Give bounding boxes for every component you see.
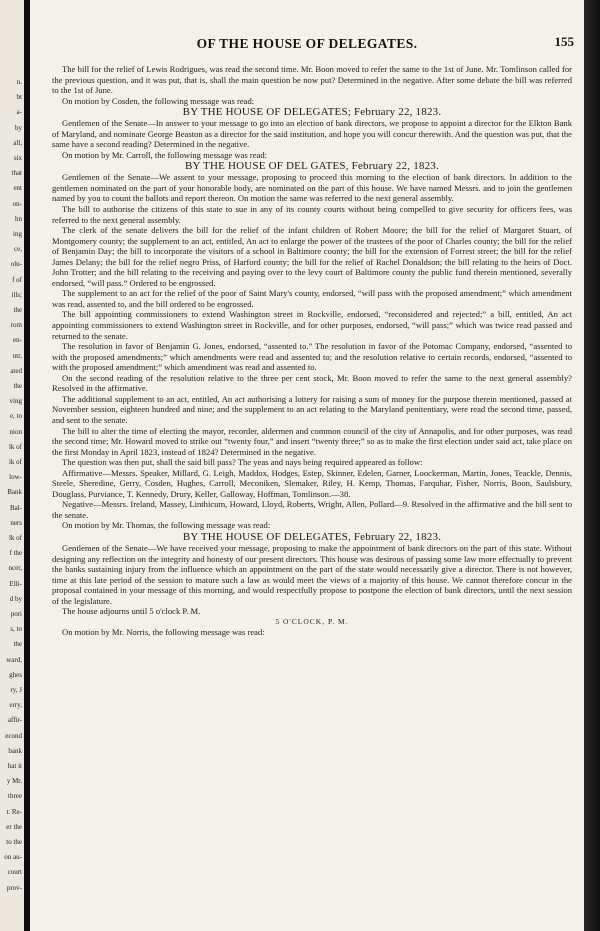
paragraph: The question was then put, shall the said bill pass? The yeas and nays being required appeared as follow: [62, 457, 423, 468]
paragraph: The bill appointing commissioners to extend Washington street in Rockville, endorsed, “reconsidered and rejected;” a bill, entitled, An act appointing commissioners to extend Washington street in Rockville, and for other purposes, endorsed, “will pass;” which was twice read passed and returned to the senate. [52, 309, 572, 341]
adjacent-text-fragment: bank [8, 746, 22, 755]
paragraph: Negative—Messrs. Ireland, Massey, Linthicum, Howard, Lloyd, Roberts, Wright, Allen, Pollard—9. Resolved in the affirmative and the bill sent to the senate. [52, 499, 572, 520]
adjacent-text-fragment: Bank [7, 488, 22, 497]
adjacent-text-fragment: ners [10, 518, 22, 527]
adjacent-text-fragment: nion [9, 427, 22, 436]
adjacent-text-fragment: pori [10, 610, 22, 618]
paragraph: On motion by Mr. Carroll, the following message was read: [62, 149, 268, 160]
adjacent-text-fragment: ills; [11, 290, 22, 299]
adjacent-text-fragment: on au- [4, 853, 22, 862]
adjacent-text-fragment: six [13, 154, 22, 162]
adjacent-text-fragment: f the [9, 549, 22, 558]
adjacent-text-fragment: by [15, 123, 22, 132]
adjacent-text-fragment: hn [15, 214, 22, 223]
adjacent-text-fragment: ce, [14, 245, 22, 254]
adjacent-text-fragment: e, to [9, 412, 22, 421]
adjacent-text-fragment: ry, J [10, 686, 22, 694]
adjacent-text-fragment: ghes [9, 670, 22, 679]
adjacent-text-fragment: ward, [6, 655, 22, 664]
paragraph: The bill for the relief of Lewis Rodrigues, was read the second time. Mr. Boon moved to refer the same to the 1st of June. Mr. Tomlinson called for the previous question, and it was put, that is, shall the main question be now put? Determined in the negative. After some debate the bill was referred to the 1st of June. [52, 64, 572, 96]
adjacent-text-fragment: ntr, [12, 351, 22, 360]
scan-edge [584, 0, 600, 931]
paragraph: Gentlemen of the Senate—We assent to your message, proposing to proceed this morning to the election of bank directors. In addition to the gentlemen nominated on the part of your honorable body, are nominated on the part of this house. We have named Messrs. and to join the gentlemen named by you to count the ballots and report thereon. On motion the same was referred to the next general assembly. [52, 172, 572, 204]
adjacent-text-fragment: n. [16, 78, 22, 86]
adjacent-text-fragment: econd [5, 731, 22, 740]
paragraph: The bill to alter the time of electing the mayor, recorder, aldermen and common council of the city of Annapolis, and for other purposes, was read the second time; Mr. Howard moved to strike out “twenty four,” and insert “twenty three;” so as to make the first election under said act, take place on the first Monday in April 1823, instead of 1824? Determined in the negative. [52, 425, 572, 457]
adjacent-text-fragment: y Mr. [6, 777, 22, 786]
message-heading: BY THE HOUSE OF DEL GATES, February 22, 1823. [185, 160, 439, 173]
adjacent-text-fragment: bt [16, 93, 22, 102]
adjacent-text-fragment: f of [12, 275, 22, 284]
adjacent-text-fragment: Elli- [9, 579, 22, 588]
adjacent-text-fragment: a- [16, 108, 22, 117]
adjacent-text-fragment: olu- [10, 260, 22, 269]
adjacent-text-fragment: erry, [9, 701, 22, 710]
adjacent-text-fragment: on- [12, 199, 22, 208]
adjacent-text-fragment: ated [10, 366, 22, 375]
paragraph: On motion by Cosden, the following message was read: [62, 95, 255, 106]
adjacent-text-fragment: prov- [6, 883, 22, 892]
paragraph: Gentlemen of the Senate—In answer to your message to go into an election of bank directors, we propose to appoint a director for the Elkton Bank of Maryland, and nominate George Beaston as a director for the said institution, and hope you will concur therewith. And the question was put, that the same have a second reading? Determined in the negative. [52, 118, 572, 150]
adjacent-text-fragment: Bal- [9, 503, 22, 512]
message-heading: BY THE HOUSE OF DELEGATES; February 22, 1823. [182, 106, 442, 119]
paragraph: The resolution in favor of Benjamin G. Jones, endorsed, “assented to.” The resolution in favor of the Potomac Company, endorsed, “assented to with the proposed amendments;” which amendments were read and assented to; and the resolution relative to certain records, endorsed, “assented to with the proposed amendment;” which amendment was read and assented to. [52, 341, 572, 373]
page-title: OF THE HOUSE OF DELEGATES. [196, 36, 418, 51]
paragraph: Affirmative—Messrs. Speaker, Millard, G. Leigh, Maddox, Hodges, Estep, Skinner, Edelen, Garner, Loockerman, Martin, Jones, Teackle, Dennis, Steele, Sheredine, Gerry, Cosden, Hughes, Carroll, Meconiken, Slemaker, Riley, H. Kemp, Thomas, Farquhar, Fisher, Norris, Boon, Saulsbury, Douglass, Purviance, T. Kennedy, Drury, Keller, Galloway, Hoffman, Tomlinson.—38. [52, 467, 572, 499]
document-page [30, 0, 584, 931]
paragraph: The additional supplement to an act, entitled, An act authorising a lottery for raising a sum of money for the purpose therein mentioned, passed at November session, eighteen hundred and nine; and the supplement to an act relating to the Maryland penitentiary, were read the second time, passed, and sent to the senate. [52, 393, 572, 425]
adjacent-text-fragment: ving [9, 397, 22, 406]
paragraph: Gentlemen of the Senate—We have received your message, proposing to make the appointment of bank directors on the part of this state. Without designing any reflection on the integrity and honesty of our present directors. This house was desirous of passing some law more effectually to prevent the banks sustaining injury from the influence which an appointment on the part of the state would necessarily give a director. There is not however, time at this late period of the session to mature such a law as would meet the views of a majority of this house. We cannot therefore concur in the proposal contained in your message of this morning, and would respectfully propose to postpone the election of bank directors, until the next session of the legislature. [52, 542, 572, 606]
adjacent-text-fragment: that [11, 169, 22, 178]
adjacent-text-fragment: rom [10, 321, 22, 330]
adjacent-text-fragment: s, to [10, 625, 22, 634]
adjacent-text-fragment: ent [13, 184, 22, 193]
message-heading: BY THE HOUSE OF DELEGATES, February 22, 1823. [182, 530, 442, 543]
adjacent-text-fragment: the [13, 382, 22, 390]
running-header [30, 36, 584, 52]
adjacent-text-fragment: ik of [8, 458, 22, 466]
adjacent-text-fragment: the [13, 640, 22, 649]
adjacent-text-fragment: hat it [7, 762, 22, 770]
paragraph: On motion by Mr. Norris, the following message was read: [62, 627, 265, 638]
adjacent-text-fragment: t. Re- [6, 807, 22, 816]
adjacent-text-fragment: er the [6, 822, 22, 831]
adjacent-text-fragment: en- [13, 336, 22, 345]
adjacent-text-fragment: three [8, 792, 22, 801]
paragraph: The supplement to an act for the relief of the poor of Saint Mary's county, endorsed, “will pass with the proposed amendment;” which amendment was read, assented to, and the bill ordered to be engrossed. [52, 288, 572, 309]
paragraph: On the second reading of the resolution relative to the three per cent stock, Mr. Boon moved to refer the same to the next general assembly? Resolved in the affirmative. [52, 372, 572, 394]
adjacent-text-fragment: ing [13, 230, 22, 238]
adjacent-page-fragment [0, 0, 24, 931]
adjacent-text-fragment: ncer, [8, 564, 22, 573]
adjacent-text-fragment: all, [13, 138, 22, 147]
adjacent-text-fragment: lk of [8, 442, 22, 451]
adjacent-text-fragment: low- [9, 473, 22, 482]
document-body [52, 64, 572, 638]
page-number: 155 [554, 34, 574, 49]
adjacent-text-fragment: court [7, 868, 22, 877]
paragraph: The house adjourns until 5 o'clock P. M. [62, 606, 201, 617]
paragraph: The bill to authorise the citizens of this state to sue in any of its county courts without being compelled to give security for officers fees, was referred to the next general assembly. [52, 204, 572, 225]
adjacent-text-fragment: lk of [8, 534, 22, 542]
adjacent-text-fragment: affir- [7, 716, 22, 725]
adjacent-text-fragment: the [13, 306, 22, 314]
paragraph: On motion by Mr. Thomas, the following message was read: [62, 520, 271, 531]
paragraph: The clerk of the senate delivers the bill for the relief of the infant children of Robert Moore; the bill for the relief of Margaret Stuart, of Montgomery county; the supplement to an act, entitled, An act to enlarge the power of the trustees of the poor of Charles county; the bill for the relief of Benjamin Day; the bill to incorporate the visitors of a school in Baltimore county; the bill for the extension of Forrest street; the bill for the relief James Delany; the bill for the relief negro Priss, of Harford county; the bill for the relief of Rachel Donaldson; the bill relating to the heirs of Doct. John Trotter; and the bill relating to the receiving and paying over to the levy court of Baltimore county the public fund therein mentioned, severally endorsed, “will pass.” Ordered to be engrossed. [52, 225, 572, 288]
session-time: 5 O'CLOCK, P. M. [275, 616, 349, 626]
adjacent-text-fragment: to the [6, 838, 22, 846]
adjacent-text-fragment: d by [9, 594, 22, 603]
